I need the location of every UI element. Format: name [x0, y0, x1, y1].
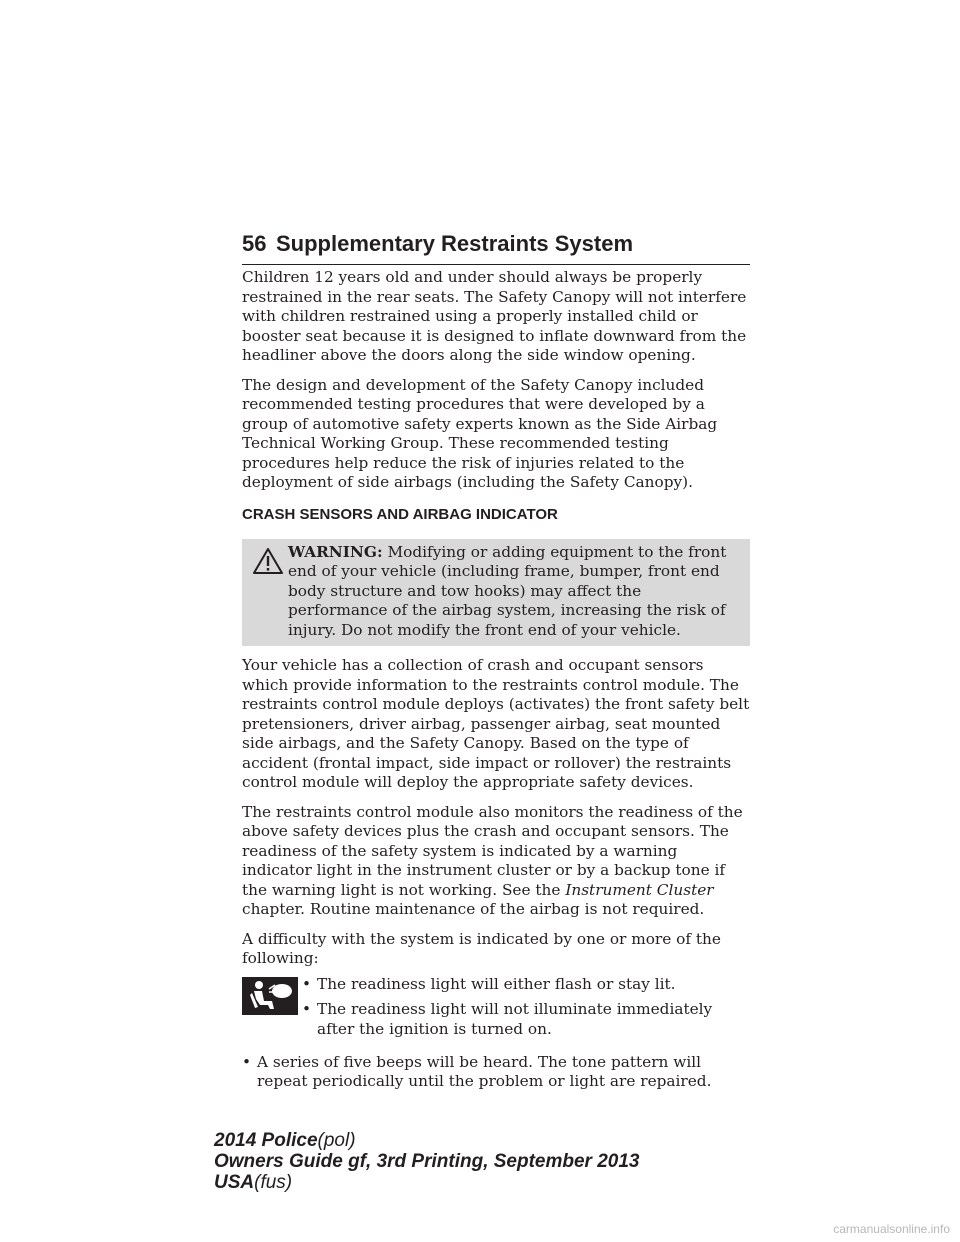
paragraph-safety-canopy-testing: The design and development of the Safety Canopy included recommended testing procedures that were developed by a group of automotive safety experts known as the Side Airbag Technical Working Group. These recommended testing procedures help reduce the risk of injuries related to the deployment of side airbags (including the Safety Canopy). — [242, 375, 718, 491]
list-item — [302, 1000, 750, 1039]
footer-line-model — [214, 1130, 640, 1151]
paragraph-difficulty: A difficulty with the system is indicated by one or more of the following: — [242, 929, 721, 967]
list-item-text: The readiness light will either flash or stay lit. — [317, 974, 676, 993]
readiness-text-after: chapter. Routine maintenance of the airbag is not required. — [242, 900, 705, 918]
warning-text — [248, 543, 744, 641]
instrument-cluster-reference: Instrument Cluster — [565, 880, 714, 899]
footer-model-code: (pol) — [317, 1130, 356, 1151]
section-heading: CRASH SENSORS AND AIRBAG INDICATOR — [242, 505, 558, 523]
footer-model: 2014 Police — [214, 1130, 318, 1151]
list-item — [302, 975, 750, 995]
warning-triangle-icon — [252, 547, 284, 575]
document-footer — [214, 1130, 640, 1193]
warning-body: Modifying or adding equipment to the front end of your vehicle (including frame, bumper, front end body structure and tow hooks) may affect the performance of the airbag system, increasing the risk of injury. Do not modify the front end of your vehicle. — [288, 542, 727, 639]
bullet-marker: • — [302, 1000, 312, 1018]
list-item-text: The readiness light will not illuminate immediately after the ignition is turned on. — [317, 1000, 713, 1038]
footer-line-edition: Owners Guide gf, 3rd Printing, September 2013 — [214, 1151, 640, 1172]
warning-label: WARNING: — [288, 542, 383, 561]
footer-line-market — [214, 1172, 640, 1193]
list-item — [242, 1053, 750, 1092]
page-header — [242, 230, 750, 265]
watermark: carmanualsonline.info — [833, 1222, 950, 1236]
warning-box — [242, 539, 750, 647]
bullet-marker: • — [242, 1052, 252, 1071]
page-number: 56 — [242, 231, 267, 256]
paragraph-readiness — [242, 803, 750, 920]
paragraph-crash-sensors: Your vehicle has a collection of crash and occupant sensors which provide information to the restraints control module. The restraints control module deploys (activates) the front safety belt pretensioners, driver airbag, passenger airbag, seat mounted side airbags, and the Safety Canopy. Based on the type of accident (frontal impact, side impact or rollover) the restraints control module will deploy the appropriate safety devices. — [242, 656, 750, 791]
footer-market: USA — [214, 1172, 255, 1193]
readiness-text-before: The restraints control module also monitors the readiness of the above safety devices plus the crash and occupant sensors. The readiness of the safety system is indicated by a warning indicator light in the instrument cluster or by a backup tone if the warning light is not working. See the — [242, 802, 743, 899]
airbag-readiness-icon — [242, 977, 298, 1015]
chapter-title: Supplementary Restraints System — [276, 231, 634, 256]
bullet-marker: • — [302, 974, 312, 993]
indicator-list — [242, 975, 750, 1049]
paragraph-safety-canopy-children: Children 12 years old and under should always be properly restrained in the rear seats. The Safety Canopy will not interfere with children restrained using a properly installed child or booster seat because it is designed to inflate downward from the headliner above the doors along the side window opening. — [242, 268, 747, 364]
list-item-text: A series of five beeps will be heard. The tone pattern will repeat periodically until the problem or light are repaired. — [257, 1052, 712, 1090]
footer-market-code: (fus) — [254, 1172, 293, 1193]
page-content — [242, 268, 750, 1098]
